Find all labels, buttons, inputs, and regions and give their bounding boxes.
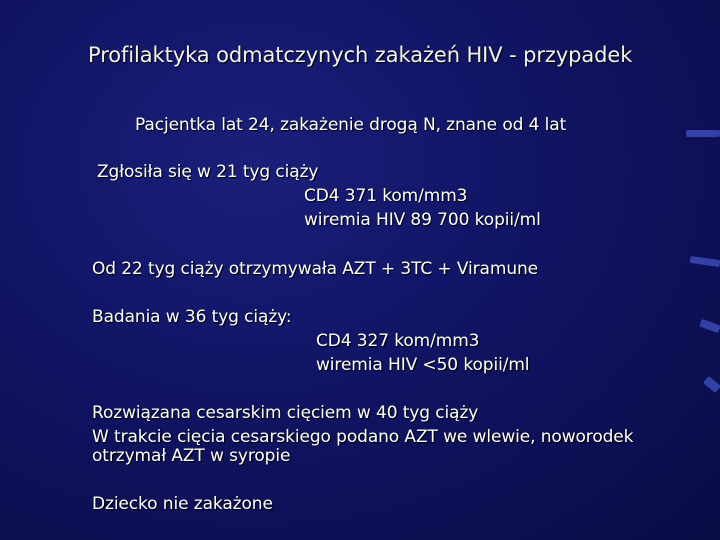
patient-info: Pacjentka lat 24, zakażenie drogą N, znane od 4 lat (135, 115, 567, 135)
reported-week: Zgłosiła się w 21 tyg ciąży (97, 162, 319, 182)
azt-info-line2: otrzymał AZT w syropie (92, 446, 291, 466)
treatment-info: Od 22 tyg ciąży otrzymywała AZT + 3TC + Viramune (92, 259, 539, 279)
decor-stripe-2 (690, 256, 720, 267)
tests-heading: Badania w 36 tyg ciąży: (92, 307, 292, 327)
delivery-info: Rozwiązana cesarskim cięciem w 40 tyg ciąży (92, 403, 479, 423)
decor-stripe-1 (686, 130, 720, 137)
decor-stripe-3 (699, 319, 720, 333)
azt-info-line1: W trakcie cięcia cesarskiego podano AZT we wlewie, noworodek (92, 427, 634, 447)
decor-stripe-4 (703, 376, 720, 393)
slide-title: Profilaktyka odmatczynych zakażeń HIV - przypadek (88, 43, 633, 67)
viremia-first: wiremia HIV 89 700 kopii/ml (304, 210, 541, 230)
viremia-second: wiremia HIV <50 kopii/ml (316, 355, 530, 375)
cd4-second: CD4 327 kom/mm3 (316, 331, 480, 351)
outcome: Dziecko nie zakażone (92, 494, 273, 514)
cd4-first: CD4 371 kom/mm3 (304, 186, 468, 206)
